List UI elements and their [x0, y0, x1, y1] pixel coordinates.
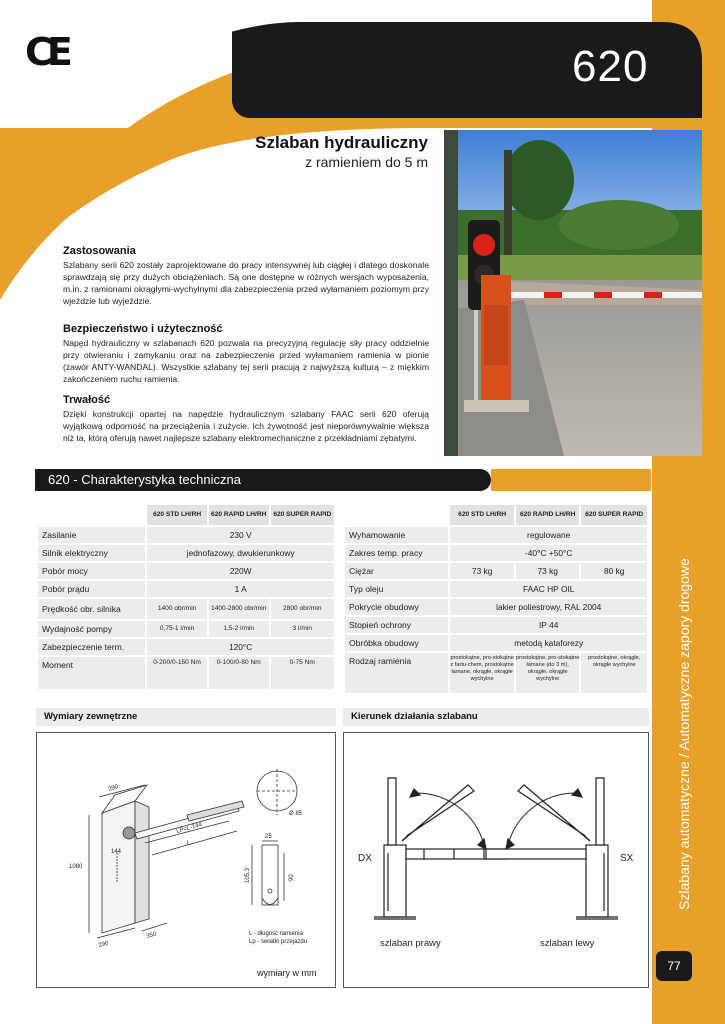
- cell-value: 1400-2800 obr/min: [209, 599, 269, 619]
- cell-value: lakier poliestrowy, RAL 2004: [450, 599, 647, 615]
- table-row: [38, 639, 334, 655]
- cell-value: 3 l/min: [271, 621, 334, 637]
- product-photo: [444, 130, 702, 456]
- left-barrier-label: szlaban lewy: [540, 938, 595, 949]
- column-header: 620 SUPER RAPID: [271, 505, 334, 525]
- column-header: 620 RAPID LH/RH: [209, 505, 269, 525]
- row-label: Stopień ochrony: [345, 617, 448, 633]
- cell-value: metodą kataforezy: [450, 635, 647, 651]
- row-label: Moment: [38, 657, 145, 689]
- direction-drawing: [344, 733, 648, 987]
- dim-legend: Lp - światło przejazdu: [249, 939, 308, 945]
- row-label: Pobór mocy: [38, 563, 145, 579]
- table-row: [38, 599, 334, 619]
- direction-header: Kierunek działania szlabanu: [343, 708, 649, 726]
- row-label: Silnik elektryczny: [38, 545, 145, 561]
- dim-label: 25: [265, 834, 272, 840]
- side-category-text: Szlabany automatyczne / Automatyczne zapory drogowe: [676, 558, 692, 910]
- section-heading: Bezpieczeństwo i użyteczność: [63, 323, 223, 335]
- dim-label: 290: [107, 784, 120, 793]
- dim-label: Ø 85: [289, 811, 303, 817]
- row-label: Pobór prądu: [38, 581, 145, 597]
- right-barrier-label: szlaban prawy: [380, 938, 441, 949]
- row-label: Wydajność pompy: [38, 621, 145, 637]
- table-row: [345, 581, 647, 597]
- cell-value: prostokątne, okrągłe, okrągłe wychylne: [581, 653, 647, 693]
- table-row: [38, 545, 334, 561]
- column-header: 620 RAPID LH/RH: [516, 505, 580, 525]
- table-row: [345, 617, 647, 633]
- cell-value: 1 A: [147, 581, 334, 597]
- cell-value: FAAC HP OIL: [450, 581, 647, 597]
- section-body: Szlabany serii 620 zostały zaprojektowane do pracy intensywnej lub ciągłej i dlatego doskonale sprawdzają się przy dużych obciążeniach. Są one dostępne w różnych wersjach wyposażenia, m.in. z ramionami okrągłymi-wychylnymi dla zabezpieczenia przed wyłamaniem poziomym przy wjeździe lub wyjeździe.: [63, 260, 429, 306]
- dim-label: 1080: [69, 864, 83, 870]
- column-header: 620 STD LH/RH: [450, 505, 514, 525]
- section-heading: Trwałość: [63, 394, 111, 406]
- spec-table-left: [36, 503, 336, 691]
- dim-label: LP=L-144: [175, 821, 203, 835]
- table-row: [345, 545, 647, 561]
- cell-value: 0-75 Nm: [271, 657, 334, 689]
- table-row: [345, 563, 647, 579]
- dim-label: L: [187, 841, 191, 847]
- model-number: 620: [572, 42, 649, 91]
- row-label: Rodzaj ramienia: [345, 653, 448, 693]
- spec-title: 620 - Charakterystyka techniczna: [48, 472, 241, 487]
- row-label: Wyhamowanie: [345, 527, 448, 543]
- row-label: Obróbka obudowy: [345, 635, 448, 651]
- section-body: Dzięki konstrukcji opartej na napędzie hydraulicznym szlabany FAAC serii 620 oferują wyjątkową odporność na przeciążenia i zużycie. Ich żywotność jest nieporównywalnie większa niż ta, którą oferują nawet najlepsze szlabany elektromechaniczne z przekładniami zębatymi.: [63, 409, 429, 443]
- cell-value: 230 V: [147, 527, 334, 543]
- table-row: [345, 635, 647, 651]
- product-subtitle: z ramieniem do 5 m: [305, 154, 428, 170]
- table-row: [345, 599, 647, 615]
- dim-label: 350: [145, 931, 158, 940]
- row-label: Zabezpieczenie term.: [38, 639, 145, 655]
- spec-table-right: [343, 503, 649, 695]
- cell-value: 220W: [147, 563, 334, 579]
- cell-value: 0-100/0-80 Nm: [209, 657, 269, 689]
- cell-value: 1400 obr/min: [147, 599, 207, 619]
- page-number: 77: [656, 951, 692, 981]
- cell-value: 120°C: [147, 639, 334, 655]
- row-label: Zasilanie: [38, 527, 145, 543]
- section-safety: [63, 323, 429, 385]
- cell-value: 1,5-2 l/min: [209, 621, 269, 637]
- row-label: Ciężar: [345, 563, 448, 579]
- table-row: [38, 657, 334, 689]
- section-applications: [63, 245, 429, 307]
- unit-note: wymiary w mm: [257, 968, 317, 978]
- cell-value: 80 kg: [581, 563, 647, 579]
- dimensions-drawing-box: [36, 732, 336, 988]
- dimensions-header: Wymiary zewnętrzne: [36, 708, 336, 726]
- row-label: Zakres temp. pracy: [345, 545, 448, 561]
- spec-bar-accent: [491, 469, 651, 491]
- column-header: 620 SUPER RAPID: [581, 505, 647, 525]
- dim-label: 105,3: [245, 867, 251, 883]
- cell-value: -40°C +50°C: [450, 545, 647, 561]
- sx-label: SX: [620, 853, 634, 864]
- dx-label: DX: [358, 853, 372, 864]
- cell-value: 73 kg: [516, 563, 580, 579]
- cell-value: jednofazowy, dwukierunkowy: [147, 545, 334, 561]
- cell-value: 0-200/0-150 Nm: [147, 657, 207, 689]
- dim-label: 290: [97, 940, 110, 949]
- row-label: Prędkość obr. silnika: [38, 599, 145, 619]
- cell-value: IP 44: [450, 617, 647, 633]
- dimensions-drawing: [37, 733, 335, 987]
- row-label: Pokrycie obudowy: [345, 599, 448, 615]
- cell-value: prostokątne, pro-stokątne łamane (do 3 m), okrągłe, okrągłe wychylne: [516, 653, 580, 693]
- dim-legend: L - długość ramienia: [249, 931, 303, 937]
- section-heading: Zastosowania: [63, 245, 136, 257]
- product-title: Szlaban hydrauliczny: [255, 133, 428, 152]
- table-row: [38, 621, 334, 637]
- section-body: Napęd hydrauliczny w szlabanach 620 pozwala na precyzyjną regulację siły pracy oddzielnie przy otwieraniu i zamykaniu oraz na zabezpieczenie przed wyłamaniem ramienia w pionie (zawór ANTY-WANDAL). Wszystkie szlabany tej serii pracują z najwyższą kulturą – z miękkim zakończeniem ruchu ramienia.: [63, 338, 429, 384]
- dim-label: 144: [111, 849, 122, 855]
- cell-value: prostokątne, pro-stokątne z fartu-chem, prostokątne łamane, okrągłe, okrągłe wychylne: [450, 653, 514, 693]
- direction-drawing-box: [343, 732, 649, 988]
- row-label: Typ oleju: [345, 581, 448, 597]
- table-row: [38, 527, 334, 543]
- table-row: [345, 527, 647, 543]
- table-row: [345, 653, 647, 693]
- section-durability: [63, 394, 429, 444]
- cell-value: regulowane: [450, 527, 647, 543]
- cell-value: 73 kg: [450, 563, 514, 579]
- dim-label: 90: [289, 874, 295, 881]
- table-row: [38, 563, 334, 579]
- cell-value: 2800 obr/min: [271, 599, 334, 619]
- column-header: 620 STD LH/RH: [147, 505, 207, 525]
- table-row: [38, 581, 334, 597]
- cell-value: 0,75-1 l/min: [147, 621, 207, 637]
- ce-mark-logo: CE: [25, 30, 67, 74]
